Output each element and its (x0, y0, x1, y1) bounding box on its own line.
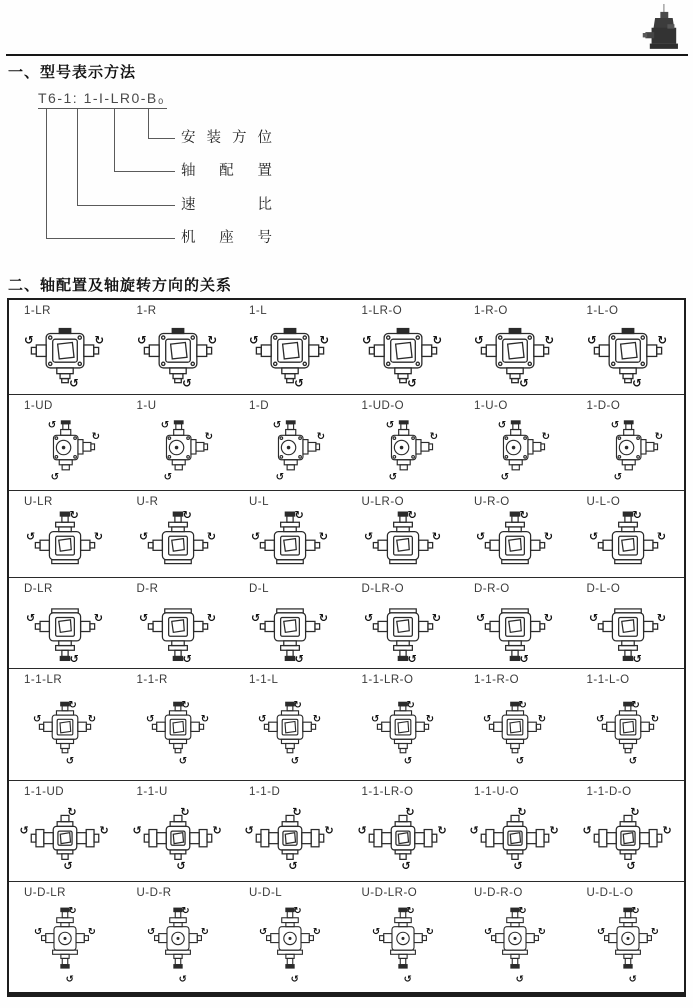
gearbox-diagram-tall (572, 900, 685, 992)
config-code-label: U-D-L-O (586, 887, 634, 899)
svg-text:↻: ↻ (181, 700, 190, 712)
gearbox-diagram-wide (572, 799, 685, 881)
svg-text:↺: ↺ (249, 333, 259, 348)
config-code-label: D-R (136, 583, 159, 595)
gearbox-diagram-wide (234, 799, 347, 881)
gearbox-diagram-u_lr (9, 509, 122, 577)
config-cell (9, 882, 122, 992)
svg-text:↻: ↻ (87, 926, 97, 938)
config-code-label: U-R-O (474, 496, 510, 508)
config-code-label: U-L (249, 496, 270, 508)
config-cell (459, 669, 572, 780)
svg-text:↻: ↻ (519, 509, 530, 522)
svg-text:↺: ↺ (497, 420, 507, 432)
svg-text:↻: ↻ (68, 700, 78, 712)
svg-text:↺: ↺ (361, 333, 372, 348)
svg-text:↺: ↺ (370, 714, 380, 726)
gearbox-diagram-ud_r (459, 413, 572, 490)
config-cell (122, 669, 235, 780)
gearbox-diagram-ud_r (122, 413, 235, 490)
config-code-label: U-L-O (586, 496, 621, 508)
table-row (9, 394, 684, 490)
svg-text:↺: ↺ (24, 333, 34, 348)
config-cell (234, 882, 347, 992)
config-code-label: U-LR-O (361, 496, 405, 508)
callout-label-mounting: 安装方位 (181, 130, 273, 146)
config-cell (122, 781, 235, 881)
gearbox-diagram-lr_d (122, 318, 235, 394)
table-row (9, 490, 684, 577)
svg-text:↻: ↻ (292, 806, 302, 819)
config-code-label: 1-1-L-O (586, 674, 630, 686)
svg-text:↺: ↺ (582, 824, 592, 838)
config-cell (234, 578, 347, 668)
svg-text:↺: ↺ (476, 530, 486, 544)
gearbox-diagram-tall (9, 900, 122, 992)
section2-title: 二、轴配置及轴旋转方向的关系 (8, 277, 233, 294)
table-row (9, 300, 684, 394)
gearbox-diagram-tall (459, 900, 572, 992)
gearbox-diagram-lr_d (572, 318, 685, 394)
table-row (9, 577, 684, 668)
table-row (9, 881, 684, 992)
svg-text:↻: ↻ (200, 714, 209, 726)
gearbox-diagram-d_lr (347, 596, 460, 668)
config-code-label: 1-1-LR-O (361, 674, 414, 686)
svg-text:↺: ↺ (259, 926, 268, 938)
config-cell (122, 300, 235, 394)
config-cell (234, 781, 347, 881)
svg-text:↻: ↻ (204, 431, 213, 443)
gearbox-diagram-lr_d (234, 318, 347, 394)
svg-text:↺: ↺ (407, 652, 417, 664)
config-code-label: U-D-LR-O (361, 887, 418, 899)
svg-text:↻: ↻ (518, 700, 528, 712)
config-code-label: 1-1-UD (24, 786, 65, 798)
svg-text:↺: ↺ (474, 333, 484, 348)
config-code-label: 1-D-O (586, 400, 621, 412)
svg-text:↻: ↻ (631, 700, 640, 712)
gearbox-diagram-tall (347, 900, 460, 992)
svg-text:↻: ↻ (656, 530, 666, 544)
table-row (9, 668, 684, 780)
svg-text:↺: ↺ (371, 926, 380, 938)
svg-text:↺: ↺ (515, 756, 525, 767)
svg-text:↻: ↻ (313, 714, 322, 726)
callout-label-shaft-config: 轴配置 (181, 163, 273, 179)
svg-text:↺: ↺ (632, 652, 642, 664)
gearbox-diagram-d_lr (459, 596, 572, 668)
svg-text:↻: ↻ (650, 714, 659, 726)
config-cell (459, 882, 572, 992)
svg-text:↺: ↺ (275, 472, 285, 483)
config-code-label: 1-1-U (136, 786, 168, 798)
gearbox-diagram-d_lr (9, 596, 122, 668)
svg-text:↻: ↻ (94, 333, 105, 348)
svg-text:↺: ↺ (476, 611, 486, 625)
callout-line-frame (46, 109, 175, 239)
svg-text:↺: ↺ (47, 420, 57, 432)
svg-text:↻: ↻ (537, 926, 547, 938)
svg-text:↺: ↺ (138, 530, 148, 544)
gearbox-diagram-cross (9, 687, 122, 780)
config-cell (572, 300, 685, 394)
config-code-label: D-LR-O (361, 583, 405, 595)
config-cell (347, 395, 460, 490)
table-row (9, 780, 684, 881)
svg-text:↺: ↺ (385, 420, 394, 432)
config-code-label: 1-1-D (249, 786, 281, 798)
svg-text:↺: ↺ (401, 859, 411, 872)
svg-text:↻: ↻ (541, 431, 551, 443)
gearbox-diagram-u_lr (459, 509, 572, 577)
svg-text:↺: ↺ (182, 652, 192, 664)
gearbox-diagram-ud_r (9, 413, 122, 490)
config-cell (572, 882, 685, 992)
config-cell (572, 491, 685, 577)
svg-text:↺: ↺ (33, 714, 42, 726)
config-cell (347, 300, 460, 394)
gearbox-diagram-ud_r (572, 413, 685, 490)
gearbox-diagram-wide (347, 799, 460, 881)
config-code-label: 1-R (136, 305, 157, 317)
config-cell (9, 395, 122, 490)
section1-title: 一、型号表示方法 (8, 64, 137, 81)
config-cell (9, 578, 122, 668)
config-code-label: 1-1-U-O (474, 786, 520, 798)
svg-text:↺: ↺ (69, 652, 80, 664)
svg-text:↻: ↻ (206, 611, 216, 625)
config-cell (459, 578, 572, 668)
svg-text:↻: ↻ (662, 824, 672, 838)
svg-text:↺: ↺ (388, 472, 397, 483)
config-cell (347, 578, 460, 668)
gearbox-diagram-wide (122, 799, 235, 881)
config-cell (9, 669, 122, 780)
svg-text:↺: ↺ (272, 420, 282, 432)
gearbox-diagram-ud_r (347, 413, 460, 490)
config-code-label: 1-1-R (136, 674, 168, 686)
svg-text:↻: ↻ (654, 431, 663, 443)
svg-text:↺: ↺ (65, 974, 75, 986)
svg-text:↻: ↻ (99, 824, 109, 838)
gearbox-diagram-u_lr (234, 509, 347, 577)
svg-text:↺: ↺ (483, 714, 492, 726)
svg-text:↺: ↺ (484, 926, 493, 938)
svg-text:↺: ↺ (513, 859, 523, 872)
svg-text:↻: ↻ (538, 714, 547, 726)
svg-text:↻: ↻ (631, 906, 640, 918)
config-cell (347, 781, 460, 881)
svg-text:↺: ↺ (145, 714, 155, 726)
svg-text:↻: ↻ (630, 806, 640, 819)
callout-label-frame: 机座号 (181, 230, 273, 246)
svg-text:↺: ↺ (290, 974, 300, 986)
config-cell (122, 395, 235, 490)
svg-text:↻: ↻ (182, 509, 192, 522)
gearbox-diagram-u_lr (347, 509, 460, 577)
svg-text:↻: ↻ (549, 824, 559, 838)
svg-text:↺: ↺ (178, 974, 187, 986)
svg-text:↻: ↻ (319, 611, 329, 625)
config-code-label: 1-L-O (586, 305, 619, 317)
svg-text:↻: ↻ (406, 700, 415, 712)
config-code-label: U-D-R (136, 887, 172, 899)
svg-text:↻: ↻ (67, 806, 77, 819)
svg-text:↻: ↻ (650, 926, 659, 938)
config-cell (9, 300, 122, 394)
svg-text:↺: ↺ (163, 472, 172, 483)
svg-text:↺: ↺ (146, 926, 155, 938)
gearbox-diagram-ud_r (234, 413, 347, 490)
config-cell (347, 669, 460, 780)
gearbox-diagram-u_lr (122, 509, 235, 577)
gearbox-diagram-cross (122, 687, 235, 780)
gearbox-photo-image (641, 3, 685, 56)
svg-text:↺: ↺ (294, 375, 304, 388)
svg-text:↺: ↺ (160, 420, 169, 432)
svg-text:↻: ↻ (88, 714, 97, 726)
svg-text:↻: ↻ (431, 530, 441, 544)
config-cell (234, 669, 347, 780)
svg-text:↻: ↻ (425, 714, 434, 726)
svg-text:↻: ↻ (544, 333, 555, 348)
svg-text:↺: ↺ (178, 756, 187, 767)
config-code-label: D-R-O (474, 583, 510, 595)
gearbox-diagram-d_lr (234, 596, 347, 668)
svg-text:↻: ↻ (432, 333, 442, 348)
config-cell (572, 395, 685, 490)
svg-text:↺: ↺ (288, 859, 298, 872)
config-cell (572, 578, 685, 668)
config-cell (9, 781, 122, 881)
config-cell (572, 669, 685, 780)
config-code-label: U-D-L (249, 887, 283, 899)
svg-text:↺: ↺ (258, 714, 267, 726)
config-code-label: 1-D (249, 400, 270, 412)
svg-text:↺: ↺ (294, 652, 305, 664)
svg-text:↻: ↻ (319, 333, 330, 348)
svg-text:↻: ↻ (406, 906, 415, 918)
svg-text:↻: ↻ (319, 530, 329, 544)
gearbox-diagram-d_lr (572, 596, 685, 668)
svg-text:↺: ↺ (628, 756, 637, 767)
config-cell (459, 781, 572, 881)
config-code-label: 1-L (249, 305, 268, 317)
config-code-label: D-LR (24, 583, 53, 595)
svg-text:↺: ↺ (588, 530, 598, 544)
svg-text:↺: ↺ (26, 611, 36, 625)
svg-text:↺: ↺ (290, 756, 300, 767)
svg-text:↻: ↻ (517, 806, 527, 819)
svg-text:↺: ↺ (363, 611, 373, 625)
config-cell (122, 491, 235, 577)
svg-text:↺: ↺ (586, 333, 597, 348)
svg-text:↻: ↻ (293, 906, 302, 918)
svg-text:↻: ↻ (407, 509, 417, 522)
svg-text:↺: ↺ (244, 824, 254, 838)
config-cell (572, 781, 685, 881)
config-code-label: U-D-LR (24, 887, 66, 899)
config-cell (234, 491, 347, 577)
svg-text:↺: ↺ (34, 926, 43, 938)
svg-text:↺: ↺ (251, 530, 261, 544)
svg-text:↻: ↻ (437, 824, 447, 838)
svg-text:↻: ↻ (316, 431, 326, 443)
gearbox-product-photo (641, 3, 685, 61)
config-cell (122, 882, 235, 992)
svg-text:↻: ↻ (212, 824, 222, 838)
gearbox-diagram-tall (122, 900, 235, 992)
gearbox-diagram-cross (234, 687, 347, 780)
svg-text:↺: ↺ (588, 611, 598, 625)
svg-text:↻: ↻ (312, 926, 322, 938)
svg-text:↻: ↻ (425, 926, 434, 938)
svg-text:↻: ↻ (544, 611, 554, 625)
config-code-label: 1-LR (24, 305, 51, 317)
config-code-label: 1-1-R-O (474, 674, 520, 686)
svg-text:↺: ↺ (63, 859, 73, 872)
header-rule (6, 54, 688, 56)
svg-text:↺: ↺ (26, 530, 36, 544)
shaft-config-table (7, 298, 686, 997)
svg-text:↺: ↺ (363, 530, 373, 544)
config-code-label: 1-1-LR-O (361, 786, 414, 798)
svg-text:↻: ↻ (91, 431, 101, 443)
config-code-label: 1-LR-O (361, 305, 403, 317)
svg-text:↻: ↻ (429, 431, 438, 443)
svg-text:↺: ↺ (181, 375, 192, 388)
svg-text:↻: ↻ (293, 700, 303, 712)
config-cell (122, 578, 235, 668)
svg-text:↻: ↻ (405, 806, 415, 819)
svg-text:↺: ↺ (69, 375, 79, 388)
svg-text:↻: ↻ (431, 611, 441, 625)
svg-text:↺: ↺ (469, 824, 479, 838)
svg-text:↺: ↺ (595, 714, 605, 726)
svg-text:↺: ↺ (403, 756, 412, 767)
gearbox-diagram-cross (459, 687, 572, 780)
svg-text:↺: ↺ (403, 974, 412, 986)
svg-text:↻: ↻ (94, 530, 104, 544)
svg-text:↻: ↻ (180, 806, 190, 819)
config-cell (347, 882, 460, 992)
config-cell (234, 300, 347, 394)
config-cell (459, 395, 572, 490)
svg-text:↻: ↻ (207, 333, 217, 348)
gearbox-diagram-tall (234, 900, 347, 992)
config-code-label: U-R (136, 496, 159, 508)
config-code-label: 1-U-O (474, 400, 508, 412)
model-designation-diagram (38, 90, 358, 265)
config-code-label: U-LR (24, 496, 53, 508)
svg-text:↺: ↺ (515, 974, 525, 986)
svg-text:↺: ↺ (628, 974, 637, 986)
gearbox-diagram-wide (459, 799, 572, 881)
svg-text:↺: ↺ (50, 472, 60, 483)
config-code-label: 1-R-O (474, 305, 508, 317)
model-code: T6-1: 1-I-LR0-B₀ (38, 90, 167, 109)
config-code-label: 1-U (136, 400, 157, 412)
svg-text:↺: ↺ (176, 859, 186, 872)
gearbox-diagram-wide (9, 799, 122, 881)
svg-text:↺: ↺ (136, 333, 147, 348)
svg-text:↻: ↻ (68, 906, 77, 918)
svg-text:↺: ↺ (610, 420, 619, 432)
config-code-label: 1-1-D-O (586, 786, 632, 798)
config-code-label: D-L-O (586, 583, 621, 595)
svg-text:↺: ↺ (519, 375, 529, 388)
svg-text:↻: ↻ (657, 333, 667, 348)
config-code-label: 1-1-L (249, 674, 279, 686)
svg-text:↻: ↻ (94, 611, 104, 625)
svg-text:↺: ↺ (519, 652, 530, 664)
callout-label-ratio: 速比 (181, 197, 273, 213)
config-cell (347, 491, 460, 577)
svg-text:↺: ↺ (500, 472, 510, 483)
config-code-label: U-D-R-O (474, 887, 523, 899)
svg-text:↻: ↻ (69, 509, 80, 522)
svg-text:↻: ↻ (544, 530, 554, 544)
svg-text:↺: ↺ (251, 611, 261, 625)
config-code-label: 1-UD-O (361, 400, 405, 412)
svg-text:↺: ↺ (138, 611, 148, 625)
config-cell (9, 491, 122, 577)
svg-text:↻: ↻ (656, 611, 666, 625)
gearbox-diagram-cross (347, 687, 460, 780)
svg-text:↻: ↻ (324, 824, 334, 838)
gearbox-diagram-d_lr (122, 596, 235, 668)
config-cell (234, 395, 347, 490)
svg-text:↺: ↺ (631, 375, 642, 388)
config-code-label: 1-UD (24, 400, 53, 412)
svg-text:↻: ↻ (200, 926, 209, 938)
config-cell (459, 491, 572, 577)
svg-text:↻: ↻ (206, 530, 216, 544)
svg-text:↻: ↻ (632, 509, 642, 522)
config-code-label: D-L (249, 583, 270, 595)
config-cell (459, 300, 572, 394)
gearbox-diagram-lr_d (9, 318, 122, 394)
gearbox-diagram-lr_d (347, 318, 460, 394)
svg-text:↺: ↺ (19, 824, 29, 838)
svg-text:↻: ↻ (181, 906, 190, 918)
svg-text:↺: ↺ (596, 926, 605, 938)
svg-text:↺: ↺ (132, 824, 142, 838)
svg-text:↺: ↺ (406, 375, 417, 388)
svg-text:↻: ↻ (518, 906, 527, 918)
svg-text:↺: ↺ (357, 824, 367, 838)
svg-text:↻: ↻ (294, 509, 305, 522)
svg-text:↺: ↺ (65, 756, 75, 767)
svg-text:↺: ↺ (613, 472, 622, 483)
svg-text:↺: ↺ (626, 859, 636, 872)
config-code-label: 1-1-LR (24, 674, 63, 686)
gearbox-diagram-u_lr (572, 509, 685, 577)
gearbox-diagram-lr_d (459, 318, 572, 394)
gearbox-diagram-cross (572, 687, 685, 780)
